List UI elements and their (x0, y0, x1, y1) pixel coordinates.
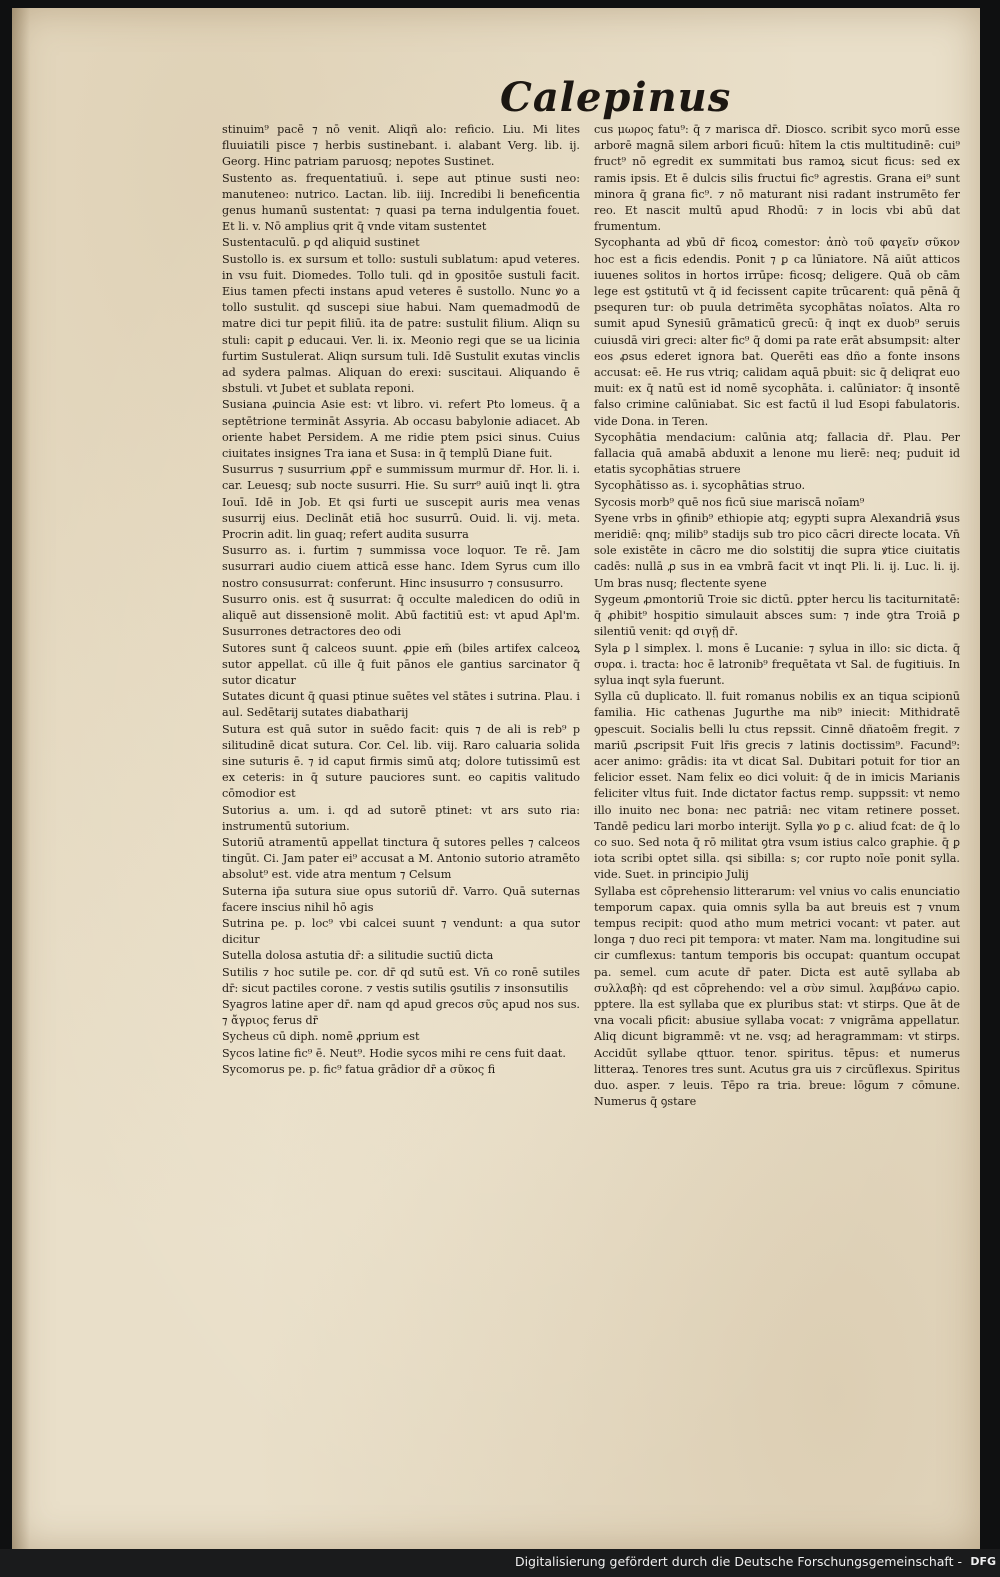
dictionary-entry: Susurro onis. est q̄ susurrat: q̄ occulte maledicen do odiū in aliquē aut dissensionē molit. Abū factitiū est: vt apud Apl'm. Susurrones detractores deo odi (222, 592, 580, 639)
dictionary-entry: Sutoriū atramentū appellat tinctura q̄ sutores pelles ⁊ calceos tingūt. Ci. Jam pater ei⁹ accusat a M. Antonio sutorio atramēto absolut⁹ est. vide atra mentum ⁊ Celsum (222, 835, 580, 882)
dictionary-entry: Suterna ip̄a sutura siue opus sutoriū dr̄. Varro. Quā suternas facere inscius nihil hō agis (222, 884, 580, 914)
dictionary-entry: Sylla cū duplicato. ll. fuit romanus nobilis ex an tiqua scipionū familia. Hic cathenas Jugurthe ma nib⁹ iniecit: Mithidratē ꝯpescuit. Socialis belli lu ctus repssit. Cinnē dñatoēm fregit. ⁊ mariū ꝓscripsit Fuit lr̄is grecis ⁊ latinis doctissim⁹. Facund⁹: acer animo: grādis: ita vt dicat Sal. Dubitari potuit for tior an felicior esset. Nam felix eo dici voluit: q̄ de in imicis Marianis feliciter vltus fuit. Inde dictator factus remp. suppssit: vt nemo illo inuito nec bona: nec patriā: nec vitam retinere posset. Tandē pedicu lari morbo interijt. Sylla ꝟo ꝑ c. aliud fcat: de q̄ lo co suo. Sed nota q̄ rō militat ꝯtra vsum istius calco graphie. q̄ ꝑ iota scribi optet silla. qsi sibilla: s; cor rupto noīe ponit sylla. vide. Suet. in principio Julij (594, 690, 960, 882)
dictionary-entry: Sutrina pe. p. loc⁹ vbi calcei suunt ⁊ vendunt: a qua sutor dicitur (222, 916, 580, 947)
page-binding-shadow (12, 8, 30, 1549)
dictionary-entry: Sustentaculū. ꝑ qd aliquid sustinet (222, 236, 420, 250)
running-head: Calepinus (500, 74, 732, 121)
dictionary-entry: Sustento as. frequentatiuū. i. sepe aut ptinue susti neo: manuteneo: nutrico. Lactan. lib. iiij. Incredibi li beneficentia genus humanū sustentat: ⁊ quasi pa terna indulgentia fouet. Et li. v. Nō amplius qrit q̄ vnde vitam sustentet (222, 171, 580, 234)
dictionary-entry: Susiana ꝓuincia Asie est: vt libro. vi. refert Pto lomeus. q̄ a septētrione termināt Assyria. Ab occasu babylonie adiacet. Ab oriente habet Persidem. A me ridie ptem psici sinus. Cuius ciuitates insignes Tra iana et Susa: in q̄ templū Diane fuit. (222, 398, 580, 461)
digitization-credit: Digitalisierung gefördert durch die Deutsche Forschungsgemeinschaft - (514, 1554, 962, 1569)
dictionary-entry: Syla ꝑ l simplex. l. mons ē Lucanie: ⁊ sylua in illo: sic dicta. q̄ συρα. i. tracta: hoc ē latronib⁹ frequētata vt Sal. de fugitiuis. In sylua inqt syla fuerunt. (594, 641, 960, 687)
dictionary-entry: Sycomorus pe. p. fic⁹ fatua grādior dr̄ a σῦκος fi (222, 1062, 496, 1076)
dictionary-entry: Sutorius a. um. i. qd ad sutorē ptinet: vt ars suto ria: instrumentū sutorium. (222, 803, 580, 833)
left-text-column (222, 122, 580, 1262)
dictionary-entry: Syagros latine aper dr̄. nam qd apud grecos σῦς apud nos sus. ⁊ ἄγριος ferus dr̄ (222, 997, 580, 1028)
dictionary-entry: Syllaba est cōprehensio litterarum: vel vnius vo calis enunciatio temporum capax. quia omnis sylla ba aut breuis est ⁊ vnum tempus recipit: quod atho mum metrici vocant: vt pater. aut longa ⁊ duo reci pit tempora: vt mater. Nam ma. longitudine sui cir cumflexus: tantum temporis bis occupat: quantum occupat pa. semel. cum acute dr̄ pater. Dicta est autē syllaba ab συλλαβὴ: qd est cōprehendo: vel a σὺν simul. λαμβάνω capio. pptere. lla est syllaba que ex pluribus stat: vt stirps. Que āt de vna vocali pficit: abusiue syllaba vocat: ⁊ vnigrāma appellatur. Aliq dicunt bigrammē: vt ne. vsq; ad heragrammam: vt stirps. Accidūt syllabe qttuor. tenor. spiritus. tēpus: et numerus litteraꝝ. Tenores tres sunt. Acutus gra uis ⁊ circūflexus. Spiritus duo. asper. ⁊ leuis. Tēpo ra tria. breue: lōgum ⁊ cōmune. Numerus q̄ ꝯstare (594, 884, 960, 1109)
dictionary-entry: Syene vrbs in ꝯfinib⁹ ethiopie atq; egypti supra Alexandriā ꝟsus meridiē: qnq; milib⁹ stadijs sub tro pico cācri directe locata. Vn̄ sole existēte in cācro me dio solstitij die supra ꝟtice ciuitatis cadēs: nullā ꝓ sus in ea vmbrā facit vt inqt Pli. li. ij. Luc. li. ij. Um bras nusq; flectente syene (594, 511, 960, 590)
dictionary-entry: Sycophātisso as. i. sycophātias struo. (594, 479, 806, 493)
dictionary-entry: Sutilis ⁊ hoc sutile pe. cor. dr̄ qd sutū est. Vn̄ co ronē sutiles dr̄: sicut pactiles corone. ⁊ vestis sutilis ꝯsutilis ⁊ insonsutilis (222, 965, 580, 995)
dfg-logo: DFG (970, 1555, 996, 1568)
dictionary-entry: Sygeum ꝓmontoriū Troie sic dictū. ꝑpter hercu lis taciturnitatē: q̄ ꝓhibit⁹ hospitio simulauit absces sum: ⁊ inde ꝯtra Troiā ꝑ silentiū venit: qd σιγῇ dr̄. (594, 592, 960, 639)
dictionary-entry: Sycophanta ad ꝟbū dr̄ ficoꝝ comestor: ἀπὸ τοῦ φαγεῖν σῦκον hoc est a ficis edendis. Ponit ⁊ ꝑ ca lūniatore. Nā aiūt atticos iuuenes solitos in hortos irrūpe: ficosq; deligere. Quā ob cām lege est ꝯstitutū vt q̄ id fecissent capite trūcarent: quā pēnā q̄ psequren tur: ob puula detrimēta sycophātas noīatos. Alta ro sumit apud Synesiū grāmaticū grecū: q̄ inqt ex duob⁹ seruis cuiusdā viri greci: alter fic⁹ q̄ domi pa rate erāt absumpsit: alter eos ꝓsus ederet ignora bat. Querēti eas dño a fonte insons accusat: eē. He rus vtriq; calidam aquā pbuit: sic q̄ deliqrat euo muit: ex q̄ natū est id nomē sycophāta. i. calūniator: q̄ insontē falso crimine calūniabat. Sic est factū il lud Esopi fabulatoris. vide Dona. in Teren. (594, 236, 960, 428)
dictionary-entry: Sustollo is. ex sursum et tollo: sustuli sublatum: apud veteres. in vsu fuit. Diomedes. Tollo tuli. qd in ꝯpositōe sustuli facit. Eius tamen pfecti instans apud veteres ē sustollo. Nunc ꝟo a tollo sustulit. qd suscepi siue habui. Nam quemadmodū de matre dici tur pepit filiū. ita de patre: sustulit filium. Aliqn su stuli: capit ꝑ educaui. Ver. li. ix. Meonio regi que se ua licinia furtim Sustulerat. Aliqn sursum tuli. Idē Sustulit exutas vinclis ad sydera palmas. Aliquan do erexi: suscitaui. Aliquando ē sbstuli. vt Jubet et sublata reponi. (222, 252, 580, 396)
dictionary-entry: Sutores sunt q̄ calceos suunt. ꝓpie em̄ (biles artifex calceoꝝ sutor appellat. cū ille q̄ fuit pānos ele gantius sarcinator q̄ sutor dicatur (222, 641, 580, 687)
dictionary-entry: Sycos latine fic⁹ ē. Neut⁹. Hodie sycos mihi re cens fuit daat. (222, 1046, 566, 1060)
dictionary-entry: Sutura est quā sutor in suēdo facit: quis ⁊ de ali is reb⁹ p silitudinē dicat sutura. Cor. Cel. lib. viij. Raro caluaria solida sine suturis ē. ⁊ id caput firmis simū atq; dolore tutissimū est ex ceteris: in q̄ suture pauciores sunt. eo capitis valitudo cōmodior est (222, 722, 580, 801)
dictionary-entry: Sycosis morb⁹ quē nos ficū siue mariscā noīam⁹ (594, 495, 865, 509)
dictionary-entry: Sycheus cū diph. nomē ꝓprium est (222, 1030, 420, 1044)
dictionary-entry: stinuim⁹ pacē ⁊ nō venit. Aliqñ alo: reficio. Liu. Mi lites fluuiatili pisce ⁊ herbis sustinebant. i. alabant Verg. lib. ij. Georg. Hinc patriam paruosq; nepotes Sustinet. (222, 123, 580, 169)
dictionary-entry: Susurrus ⁊ susurrium ꝓpr̄ e summissum murmur dr̄. Hor. li. i. car. Leuesq; sub nocte susurri. Hie. Su surr⁹ auiū inqt li. ꝯtra Iouī. Idē in Job. Et qsi furti ue suscepit auris mea venas susurrij eius. Declināt etiā hoc susurrū. Ouid. li. vij. meta. Procrin adit. lin guaq; refert audita susurra (222, 463, 580, 542)
dictionary-entry: Susurro as. i. furtim ⁊ summissa voce loquor. Te rē. Jam susurrari audio ciuem atticā esse hanc. Idem Syrus cum illo nostro consusurrat: conferunt. Hinc insusurro ⁊ consusurro. (222, 544, 580, 590)
dictionary-entry: Sycophātia mendacium: calūnia atq; fallacia dr̄. Plau. Per fallacia quā amabā abduxit a lenone mu lierē: neq; puduit id etatis sycophātias struere (594, 430, 960, 477)
dictionary-entry: Sutella dolosa astutia dr̄: a silitudie suctiū dicta (222, 949, 494, 963)
dictionary-entry: cus μωρος fatu⁹: q̄ ⁊ marisca dr̄. Diosco. scribit syco morū esse arborē magnā silem arbori ficuū: hītem la ctis multitudinē: cui⁹ fruct⁹ nō egredit ex summitati bus ramoꝝ sicut ficus: sed ex ramis ipsis. Et ē dulcis silis fructui fic⁹ agrestis. Grana ei⁹ sunt minora q̄ grana fic⁹. ⁊ nō maturant nisi radant instrumēto fer reo. Et nascit multū apud Rhodū: ⁊ in locis vbi abū dat frumentum. (594, 123, 960, 234)
dictionary-entry: Sutates dicunt q̄ quasi ptinue suētes vel stātes i sutrina. Plau. i aul. Sedētarij sutates diabatharij (222, 690, 580, 720)
right-text-column (594, 122, 960, 1262)
